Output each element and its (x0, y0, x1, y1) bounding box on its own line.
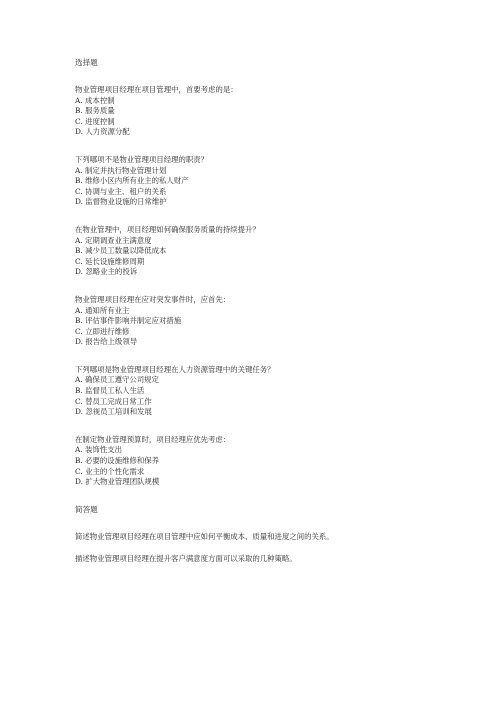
question-stem: 在物业管理中，项目经理如何确保服务质量的持续提升？ (75, 224, 260, 234)
question-stem: 下列哪项不是物业管理项目经理的职责？ (75, 154, 209, 164)
question-2 (75, 155, 435, 208)
option-c: C. 协调与业主、租户的关系 (75, 186, 167, 196)
option-c: C. 立即进行维修 (75, 326, 130, 336)
option-a: A. 制定并执行物业管理计划 (75, 165, 167, 175)
option-b: B. 评估事件影响并制定应对措施 (75, 316, 182, 326)
option-c: C. 业主的个性化需求 (75, 466, 145, 476)
option-c: C. 延长设施维修周期 (75, 256, 145, 266)
option-b: B. 减少员工数量以降低成本 (75, 246, 167, 256)
question-1 (75, 85, 435, 138)
option-a: A. 装饰性支出 (75, 445, 122, 455)
option-b: B. 服务质量 (75, 106, 115, 116)
option-a: A. 确保员工遵守公司规定 (75, 375, 159, 385)
option-d: D. 忽视员工培训和发展 (75, 407, 152, 417)
question-stem: 物业管理项目经理在应对突发事件时，应首先： (75, 294, 231, 304)
short-answer-question: 描述物业管理项目经理在提升客户满意度方面可以采取的几种策略。 (75, 554, 297, 564)
option-b: B. 必要的设施维修和保养 (75, 456, 160, 466)
option-c: C. 替员工完成日常工作 (75, 396, 152, 406)
option-d: D. 监督物业设施的日常维护 (75, 197, 167, 207)
option-d: D. 人力资源分配 (75, 127, 130, 137)
choice-section-title: 选择题 (75, 58, 98, 67)
option-b: B. 维修小区内所有业主的私人财产 (75, 176, 189, 186)
question-4 (75, 295, 435, 348)
document-content (75, 58, 435, 565)
option-d: D. 扩大物业管理团队规模 (75, 477, 160, 487)
option-d: D. 报告给上级领导 (75, 337, 138, 347)
option-a: A. 通知所有业主 (75, 305, 130, 315)
option-c: C. 进度控制 (75, 116, 115, 126)
option-a: A. 定期调查业主满意度 (75, 235, 152, 245)
question-stem: 物业管理项目经理在项目管理中，首要考虑的是： (75, 85, 238, 94)
question-3 (75, 225, 435, 278)
question-stem: 在制定物业管理预算时，项目经理应优先考虑： (75, 434, 231, 444)
question-5 (75, 365, 435, 418)
short-answer-question: 简述物业管理项目经理在项目管理中应如何平衡成本、质量和进度之间的关系。 (75, 531, 334, 541)
option-d: D. 忽略业主的投诉 (75, 267, 138, 277)
option-a: A. 成本控制 (75, 95, 115, 105)
question-stem: 下列哪项是物业管理项目经理在人力资源管理中的关键任务？ (75, 364, 275, 374)
short-answer-section-title: 简答题 (75, 504, 98, 514)
short-answer-list (75, 532, 435, 565)
option-b: B. 监督员工私人生活 (75, 386, 145, 396)
question-6 (75, 435, 435, 488)
